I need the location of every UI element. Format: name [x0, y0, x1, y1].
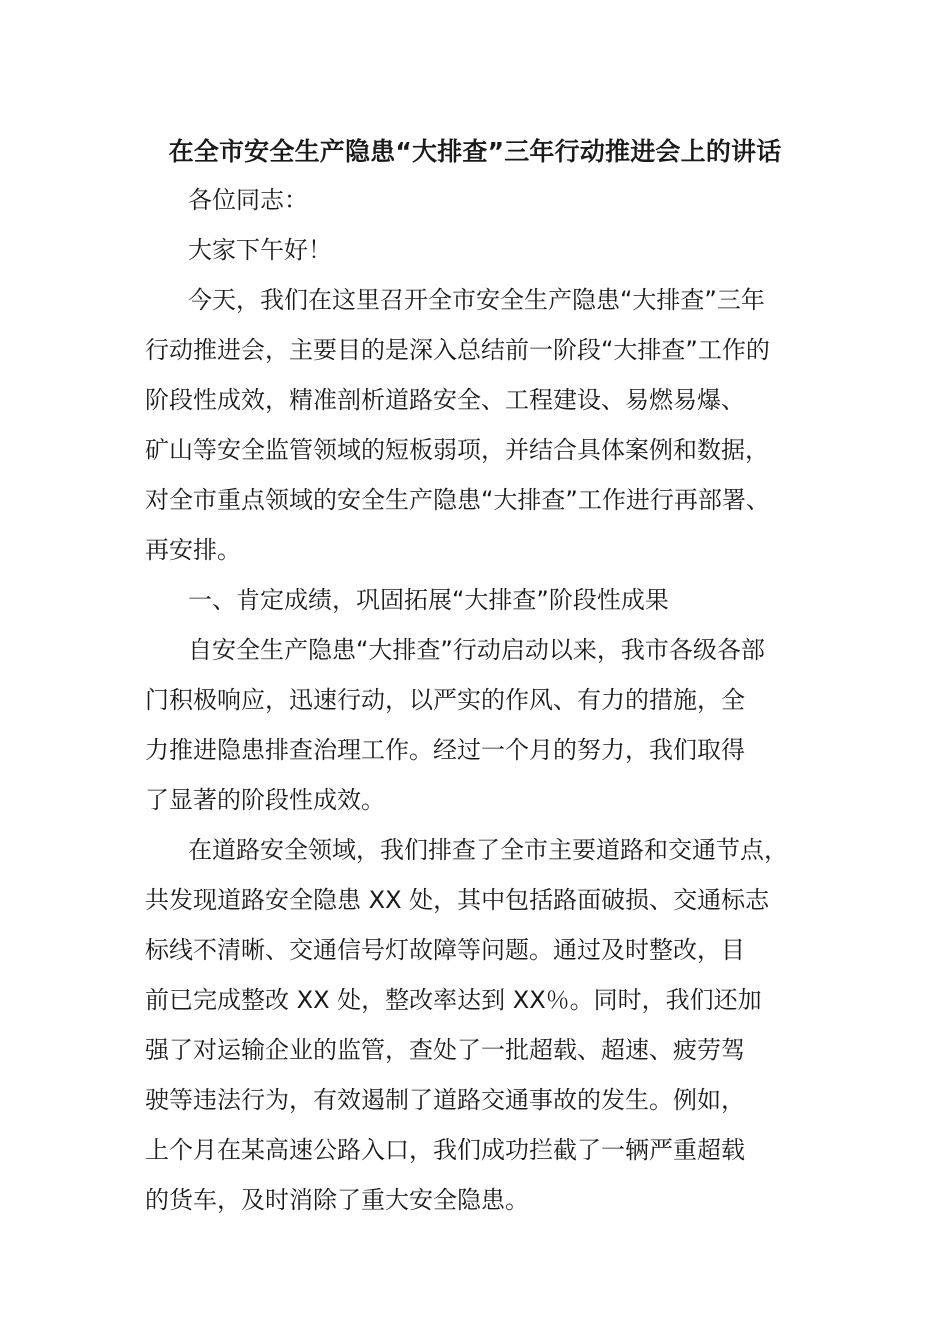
document-title: 在全市安全生产隐患“大排查”三年行动推进会上的讲话 — [168, 137, 782, 166]
paragraph-line: 前已完成整改 XX 处，整改率达到 XX％。同时，我们还加 — [145, 986, 762, 1014]
paragraph-line: 门积极响应，迅速行动，以严实的作风、有力的措施，全 — [145, 686, 745, 714]
paragraph-line: 上个月在某高速公路入口，我们成功拦截了一辆严重超载 — [145, 1136, 745, 1164]
paragraph-line: 矿山等安全监管领域的短板弱项，并结合具体案例和数据， — [145, 436, 769, 464]
paragraph-line: 的货车，及时消除了重大安全隐患。 — [145, 1186, 529, 1214]
paragraph-line: 自安全生产隐患“大排查”行动启动以来，我市各级各部 — [188, 636, 765, 664]
greeting: 大家下午好！ — [188, 236, 332, 264]
salutation: 各位同志： — [188, 186, 308, 214]
paragraph-line: 驶等违法行为，有效遏制了道路交通事故的发生。例如， — [145, 1086, 745, 1114]
paragraph-line: 在道路安全领域，我们排查了全市主要道路和交通节点， — [188, 836, 788, 864]
paragraph-line: 今天，我们在这里召开全市安全生产隐患“大排查”三年 — [188, 286, 765, 314]
paragraph-line: 共发现道路安全隐患 XX 处，其中包括路面破损、交通标志 — [145, 886, 770, 914]
paragraph-line: 强了对运输企业的监管，查处了一批超载、超速、疲劳驾 — [145, 1036, 745, 1064]
paragraph-line: 力推进隐患排查治理工作。经过一个月的努力，我们取得 — [145, 736, 745, 764]
paragraph-line: 标线不清晰、交通信号灯故障等问题。通过及时整改，目 — [145, 936, 745, 964]
paragraph-line: 阶段性成效，精准剖析道路安全、工程建设、易燃易爆、 — [145, 386, 745, 414]
paragraph-line: 行动推进会，主要目的是深入总结前一阶段“大排查”工作的 — [145, 336, 770, 364]
paragraph-line: 再安排。 — [145, 536, 241, 564]
paragraph-line: 了显著的阶段性成效。 — [145, 786, 385, 814]
paragraph-line: 对全市重点领域的安全生产隐患“大排查”工作进行再部署、 — [145, 486, 770, 514]
section-heading: 一、肯定成绩，巩固拓展“大排查”阶段性成果 — [188, 586, 669, 614]
